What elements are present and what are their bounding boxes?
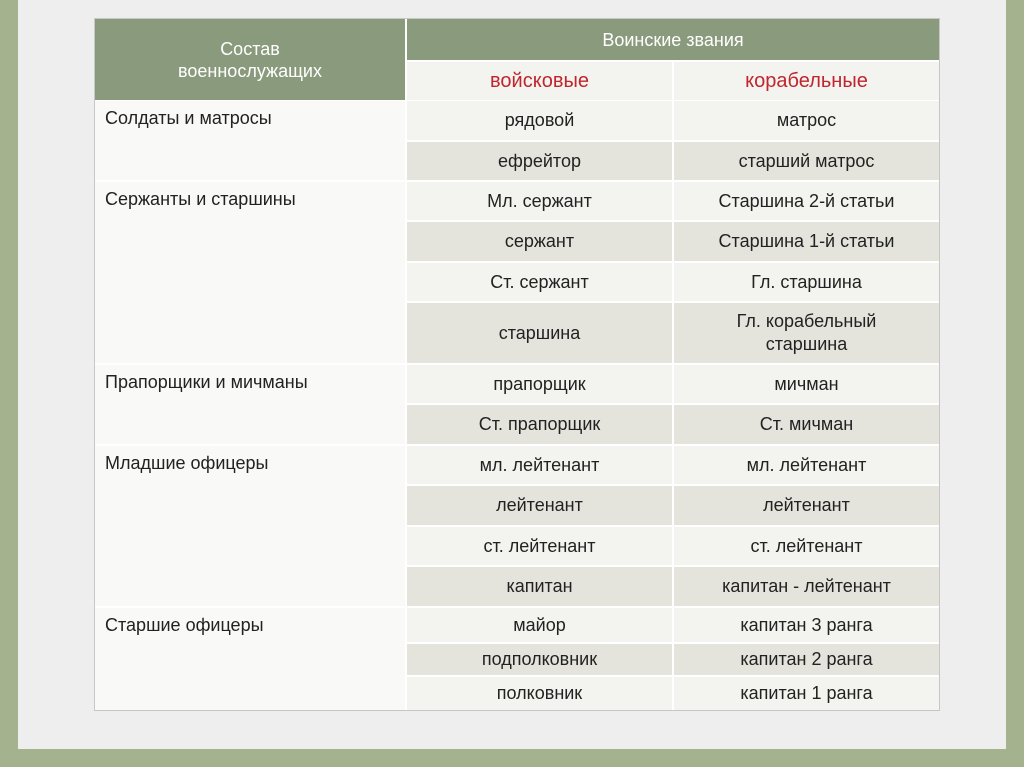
rank-army-label: мл. лейтенант — [479, 454, 600, 475]
rank-navy-label: капитан 1 ранга — [740, 683, 873, 703]
group-sergeants — [95, 182, 405, 363]
rank-army-label: майор — [513, 614, 566, 635]
ranks-table — [94, 18, 940, 711]
rank-navy-label: ст. лейтенант — [750, 535, 863, 556]
rank-navy-label: старший матрос — [738, 150, 875, 171]
rank-army — [407, 303, 672, 363]
rank-army-label: рядовой — [504, 110, 575, 130]
header-army-label: войсковые — [490, 69, 589, 92]
rank-navy-label: капитан - лейтенант — [722, 576, 891, 596]
rank-navy — [674, 567, 939, 606]
rank-navy-label: Старшина 1-й статьи — [718, 231, 895, 251]
rank-army-label: старшина — [498, 322, 581, 343]
rank-army — [407, 527, 672, 565]
rank-army-label: Мл. сержант — [487, 190, 592, 211]
group-label: Солдаты и матросы — [105, 108, 272, 128]
group-warrant-officers — [95, 365, 405, 444]
rank-navy — [674, 365, 939, 403]
rank-army-label: прапорщик — [493, 373, 586, 394]
rank-navy-label: мл. лейтенант — [746, 454, 867, 475]
rank-army — [407, 405, 672, 444]
rank-army-label: подполковник — [481, 649, 598, 669]
rank-army-label: ст. лейтенант — [483, 535, 596, 556]
group-label: Сержанты и старшины — [105, 189, 296, 209]
rank-navy — [674, 303, 939, 363]
rank-navy — [674, 142, 939, 180]
rank-army-label: лейтенант — [496, 495, 583, 515]
rank-army — [407, 263, 672, 301]
rank-navy — [674, 446, 939, 484]
group-junior-officers — [95, 446, 405, 606]
rank-army-label: Ст. сержант — [490, 271, 589, 292]
rank-army — [407, 142, 672, 180]
rank-navy-label: мичман — [774, 373, 839, 394]
rank-army — [407, 677, 672, 710]
rank-navy — [674, 222, 939, 261]
header-ranks-label: Воинские звания — [602, 29, 744, 50]
rank-army — [407, 644, 672, 675]
rank-navy-label: Гл. корабельный старшина — [736, 311, 877, 354]
header-composition-label: Состав военнослужащих — [178, 38, 322, 81]
group-label: Младшие офицеры — [105, 453, 269, 473]
rank-navy-label: капитан 3 ранга — [740, 614, 873, 635]
rank-navy — [674, 608, 939, 642]
slide-background — [18, 0, 1006, 749]
rank-army — [407, 365, 672, 403]
group-soldiers — [95, 101, 405, 180]
rank-navy — [674, 644, 939, 675]
header-composition — [95, 19, 405, 100]
rank-army — [407, 608, 672, 642]
rank-navy-label: лейтенант — [763, 495, 850, 515]
rank-army-label: полковник — [496, 683, 583, 703]
rank-army — [407, 567, 672, 606]
rank-navy — [674, 263, 939, 301]
rank-army-label: капитан — [506, 576, 573, 596]
rank-navy — [674, 677, 939, 710]
rank-navy-label: матрос — [776, 110, 837, 130]
rank-army — [407, 446, 672, 484]
rank-navy-label: Старшина 2-й статьи — [718, 190, 895, 211]
rank-army — [407, 486, 672, 525]
rank-navy — [674, 101, 939, 140]
header-ranks — [407, 19, 939, 60]
rank-army-label: ефрейтор — [498, 150, 581, 171]
rank-navy — [674, 527, 939, 565]
group-label: Прапорщики и мичманы — [105, 372, 308, 392]
rank-army-label: сержант — [504, 231, 575, 251]
header-navy — [674, 62, 939, 100]
group-senior-officers — [95, 608, 405, 710]
group-label: Старшие офицеры — [105, 615, 264, 635]
rank-navy-label: капитан 2 ранга — [740, 649, 873, 669]
rank-army-label: Ст. прапорщик — [478, 414, 601, 434]
rank-navy-label: Ст. мичман — [759, 414, 854, 434]
header-navy-label: корабельные — [745, 69, 868, 92]
rank-navy-label: Гл. старшина — [751, 271, 862, 292]
rank-navy — [674, 182, 939, 220]
rank-army — [407, 222, 672, 261]
rank-army — [407, 101, 672, 140]
rank-army — [407, 182, 672, 220]
rank-navy — [674, 405, 939, 444]
header-army — [407, 62, 672, 100]
rank-navy — [674, 486, 939, 525]
